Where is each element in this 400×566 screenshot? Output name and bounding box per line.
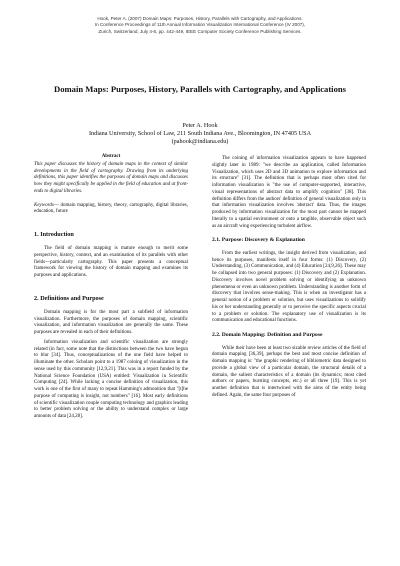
keywords-text: — domain mapping, history, theory, cartography, digital libraries, education, future	[34, 202, 188, 215]
keywords-label: Keywords	[34, 202, 54, 208]
left-column	[34, 154, 188, 424]
author-affiliation: Indiana University, School of Law, 211 South Indiana Ave., Bloomington, IN 47405 USA	[88, 130, 312, 138]
paragraph-discovery-explanation: From the earliest writings, the insight derived from visualization, and hence its purposes, manifests itself in four forms: (1) Discovery, (2) Understanding, (3) Communication, and (4) Education [24,9,26]. These may be collapsed into two general purposes: (1) Discovery and (2) Explanation. Discovery involves novel problem solving or identifying an unknown phenomena or even an unknown problem. Understanding is another form of discovery that involves sense-making. This is when an investigator has a general notion of a problem or solution, but uses visualizations to solidify his or her understanding generally or to perceive the specific aspects crucial to a problem or solution. The explanatory use of visualization is its communication and educational functions.	[212, 250, 366, 324]
paragraph-definitions-1: Domain mapping is for the most part a subfield of information visualization. Furthermore, the purposes of domain mapping, scientific visualization, and information visualization are generally the same. These purposes are revealed in each of their definitions.	[34, 309, 188, 335]
author-name: Peter A. Hook	[182, 122, 218, 129]
subsection-heading-2-1: 2.1. Purpose: Discovery & Explanation	[212, 237, 305, 244]
citation-header	[0, 16, 400, 35]
paragraph-infovis-coining: The coining of information visualization appears to have happened slightly later in 1989: "we describe an application, called Information Visualization, which uses 2D and 3D animation to explore information and its structure" [31]. The definition that is perhaps most often cited for information visualization is "the use of computer-supported, interactive, visual representations of abstract data to amplify cognition" [38]. This definition differs from the authors' definition of general visualization only in that information visualization involves 'abstract' data. Thus, the images produced by information visualization for the most part cannot be mapped literally to a spatial environment or onto a tangible, observable object such as an aircraft wing experiencing turbulent airflow.	[212, 156, 366, 229]
author-email: (pahook@indiana.edu)	[171, 138, 229, 146]
section-heading-introduction: 1. Introduction	[34, 231, 74, 238]
citation-line-1: Hook, Peter A. (2007) Domain Maps: Purposes, History, Parallels with Cartography, and Applications.	[97, 16, 303, 21]
keywords	[34, 203, 188, 217]
abstract-heading: Abstract	[101, 154, 121, 159]
paragraph-introduction: The field of domain mapping is mature enough to merit some perspective, history, context, and an examination of its parallels with other fields—particularly cartography. This paper presents a conceptual framework for viewing the history of domain mapping and examines its purposes and applications.	[34, 246, 188, 278]
subsection-heading-2-2: 2.2. Domain Mapping: Definition and Purpose	[212, 332, 323, 338]
right-column	[212, 156, 366, 403]
citation-line-2: In Conference Proceedings of 11th Annual Information Visualization International Conference (IV 2007),	[94, 22, 306, 28]
section-heading-definitions: 2. Definitions and Purpose	[34, 294, 104, 302]
abstract-text: This paper discusses the history of domain maps in the context of similar developments in the field of cartography. Drawing from its underlying definitions, this paper identifies the purposes of domain maps and discusses how they might specifically be applied in the field of education and at front-ends to digital libraries.	[34, 161, 188, 194]
paragraph-definitions-2: Information visualization and scientific visualization are strongly related (in fact, some note that the distinctions between the two have begun to blur [34]. Thus, conceptualizations of the one field have helped to illuminate the other. Scholars point to a 1987 coining of visualization in the sense used by this community [12,9,21]. This was in a report funded by the National Science Foundation (USA) entitled: Visualization in Scientific Computing [24]. While lacking a concise definition of visualization, this work is one of the first of many to repeat Hamming's admonition that "[t]he purpose of computing is insight, not numbers" [16]. Most early definitions of scientific visualization couple computing technology and graphics leading to better problem solving or the ability to understand complex or large amounts of data [24,28].	[34, 339, 188, 419]
paper-title: Domain Maps: Purposes, History, Parallels with Cartography, and Applications	[54, 84, 346, 94]
author-block	[10, 122, 390, 146]
paragraph-domain-mapping-definition: While their have been at least two sizable review articles of the field of domain mapping [36,39], perhaps the best and most concise definition of domain mapping is: "the graphic rendering of bibliometric data designed to provide a global view of a particular domain, the structural details of a domain, the salient characteristics of a domain (its dynamics; most cited authors or papers, bursting concepts, etc.) or all three [19]. This is yet another definition that is intertwined with the aims of the entity being defined. Again, the same four purposes of	[212, 345, 366, 398]
citation-line-3: Zurich, Switzerland, July 4-6, pp. 442-449, IEEE Computer Society Conference Publishing Services.	[98, 28, 302, 34]
